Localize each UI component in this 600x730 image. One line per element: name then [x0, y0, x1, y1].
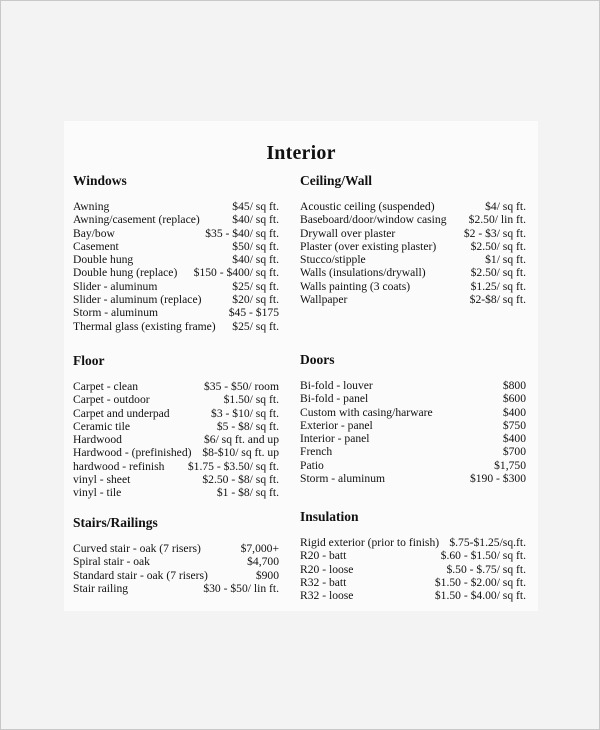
item-price: $7,000+	[240, 542, 279, 555]
price-row	[300, 432, 526, 445]
price-row	[73, 407, 279, 420]
price-row	[73, 280, 279, 293]
item-price: $25/ sq ft.	[232, 319, 279, 333]
price-row	[300, 589, 526, 602]
price-row	[300, 406, 526, 419]
price-list	[73, 380, 279, 500]
item-price: $50/ sq ft.	[232, 239, 279, 253]
item-label: R32 - loose	[300, 589, 354, 603]
item-price: $1.50 - $2.00/ sq ft.	[434, 575, 526, 589]
price-row	[73, 213, 279, 226]
price-row	[300, 200, 526, 213]
item-price: $2 - $3/ sq ft.	[463, 226, 526, 240]
price-row	[73, 320, 279, 333]
item-label: Stucco/stipple	[300, 253, 366, 267]
item-price: $1 - $8/ sq ft.	[216, 486, 279, 500]
item-label: Hardwood	[73, 433, 122, 447]
price-row	[300, 392, 526, 405]
price-row	[73, 253, 279, 266]
price-row	[73, 393, 279, 406]
section-windows	[73, 173, 279, 333]
item-label: Ceramic tile	[73, 419, 130, 433]
price-row	[300, 549, 526, 562]
item-price: $8-$10/ sq ft. up	[202, 446, 279, 460]
item-price: $1.50/ sq ft.	[223, 393, 279, 407]
item-label: Walls painting (3 coats)	[300, 279, 411, 293]
item-price: $400	[502, 405, 526, 419]
price-row	[300, 266, 526, 279]
price-list	[300, 200, 526, 306]
item-label: Baseboard/door/window casing	[300, 213, 447, 227]
price-row	[300, 293, 526, 306]
item-price: $2.50 - $8/ sq ft.	[202, 473, 279, 487]
item-price: $2.50/ sq ft.	[470, 239, 526, 253]
price-row	[300, 459, 526, 472]
item-label: Awning	[73, 200, 110, 213]
page-title: Interior	[266, 142, 336, 164]
item-price: $35 - $40/ sq ft.	[205, 226, 279, 240]
price-row	[300, 419, 526, 432]
price-list	[73, 200, 279, 333]
item-label: Awning/casement (replace)	[73, 213, 200, 227]
section-heading: Windows	[73, 173, 127, 188]
item-price: $35 - $50/ room	[203, 380, 279, 393]
item-price: $1.50 - $4.00/ sq ft.	[434, 589, 526, 603]
item-label: Carpet - clean	[73, 380, 139, 393]
price-row	[73, 446, 279, 459]
item-price: $45/ sq ft.	[232, 200, 279, 213]
item-label: Casement	[73, 239, 119, 253]
section-ceiling-wall	[300, 173, 526, 306]
price-row	[300, 445, 526, 458]
price-row	[73, 542, 279, 555]
item-price: $5 - $8/ sq ft.	[216, 419, 279, 433]
section-heading: Insulation	[300, 509, 359, 524]
section-heading: Floor	[73, 353, 105, 368]
item-label: Interior - panel	[300, 432, 370, 446]
item-label: Hardwood - (prefinished)	[73, 446, 192, 460]
price-sheet-page	[64, 121, 538, 611]
item-price: $1/ sq ft.	[485, 253, 526, 267]
item-price: $750	[502, 418, 526, 432]
price-row	[73, 460, 279, 473]
item-label: Wallpaper	[300, 293, 348, 307]
price-row	[73, 569, 279, 582]
price-row	[300, 379, 526, 392]
item-price: $6/ sq ft. and up	[203, 433, 279, 447]
item-label: Thermal glass (existing frame)	[73, 319, 216, 333]
item-price: $45 - $175	[228, 306, 279, 320]
item-price: $1,750	[494, 458, 526, 472]
item-label: Storm - aluminum	[73, 306, 159, 320]
price-row	[73, 240, 279, 253]
item-price: $.75-$1.25/sq.ft.	[449, 536, 526, 549]
item-label: Slider - aluminum	[73, 279, 158, 293]
item-label: Bi-fold - panel	[300, 392, 369, 406]
item-label: Carpet - outdoor	[73, 393, 150, 407]
section-doors	[300, 352, 526, 485]
item-label: Walls (insulations/drywall)	[300, 266, 426, 280]
price-row	[73, 486, 279, 499]
price-row	[73, 420, 279, 433]
section-heading: Stairs/Railings	[73, 515, 158, 530]
item-label: Slider - aluminum (replace)	[73, 293, 202, 307]
item-label: Bi-fold - louver	[300, 379, 373, 392]
section-heading: Ceiling/Wall	[300, 173, 373, 188]
item-label: R32 - batt	[300, 575, 347, 589]
item-label: Rigid exterior (prior to finish)	[300, 536, 440, 549]
item-label: Spiral stair - oak	[73, 555, 150, 569]
price-list	[73, 542, 279, 595]
item-price: $40/ sq ft.	[232, 253, 279, 267]
item-price: $190 - $300	[469, 472, 526, 486]
item-label: Exterior - panel	[300, 418, 373, 432]
price-row	[300, 227, 526, 240]
item-label: vinyl - sheet	[73, 473, 131, 487]
item-price: $.60 - $1.50/ sq ft.	[440, 549, 526, 563]
price-row	[300, 472, 526, 485]
item-price: $4,700	[247, 555, 279, 569]
price-row	[73, 555, 279, 568]
price-row	[73, 293, 279, 306]
item-label: French	[300, 445, 333, 459]
item-price: $800	[502, 379, 526, 392]
item-label: Double hung	[73, 253, 134, 267]
price-row	[73, 473, 279, 486]
price-list	[300, 536, 526, 602]
section-stairs-railings	[73, 515, 279, 595]
item-price: $3 - $10/ sq ft.	[211, 406, 279, 420]
price-row	[300, 280, 526, 293]
item-label: Drywall over plaster	[300, 226, 396, 240]
item-price: $150 - $400/ sq ft.	[193, 266, 279, 280]
item-label: Curved stair - oak (7 risers)	[73, 542, 201, 555]
item-label: R20 - loose	[300, 562, 354, 576]
item-label: Stair railing	[73, 581, 129, 595]
item-price: $25/ sq ft.	[232, 279, 279, 293]
item-price: $400	[502, 432, 526, 446]
item-label: Storm - aluminum	[300, 472, 386, 486]
item-price: $30 - $50/ lin ft.	[203, 581, 279, 595]
section-insulation	[300, 509, 526, 602]
item-label: Bay/bow	[73, 226, 115, 240]
item-label: Plaster (over existing plaster)	[300, 239, 437, 253]
price-row	[73, 582, 279, 595]
price-row	[300, 213, 526, 226]
price-row	[300, 536, 526, 549]
price-row	[73, 306, 279, 319]
price-list	[300, 379, 526, 485]
item-label: Double hung (replace)	[73, 266, 178, 280]
item-label: Custom with casing/harware	[300, 405, 433, 419]
item-label: Carpet and underpad	[73, 406, 170, 420]
item-label: Patio	[300, 458, 324, 472]
item-label: vinyl - tile	[73, 486, 122, 500]
item-price: $2.50/ lin ft.	[468, 213, 526, 227]
price-row	[73, 266, 279, 279]
item-label: Acoustic ceiling (suspended)	[300, 200, 435, 213]
price-row	[73, 433, 279, 446]
item-price: $.50 - $.75/ sq ft.	[446, 562, 526, 576]
section-floor	[73, 353, 279, 500]
item-label: R20 - batt	[300, 549, 347, 563]
item-label: hardwood - refinish	[73, 459, 165, 473]
item-price: $2-$8/ sq ft.	[469, 293, 526, 307]
price-row	[73, 380, 279, 393]
item-price: $1.25/ sq ft.	[470, 279, 526, 293]
item-price: $2.50/ sq ft.	[470, 266, 526, 280]
price-row	[300, 240, 526, 253]
item-label: Standard stair - oak (7 risers)	[73, 568, 208, 582]
item-price: $40/ sq ft.	[232, 213, 279, 227]
price-row	[300, 576, 526, 589]
item-price: $4/ sq ft.	[485, 200, 526, 213]
item-price: $20/ sq ft.	[232, 293, 279, 307]
section-heading: Doors	[300, 352, 335, 367]
price-row	[73, 227, 279, 240]
price-row	[300, 563, 526, 576]
item-price: $1.75 - $3.50/ sq ft.	[187, 459, 279, 473]
item-price: $900	[255, 568, 279, 582]
price-row	[300, 253, 526, 266]
item-price: $700	[502, 445, 526, 459]
item-price: $600	[502, 392, 526, 406]
price-row	[73, 200, 279, 213]
